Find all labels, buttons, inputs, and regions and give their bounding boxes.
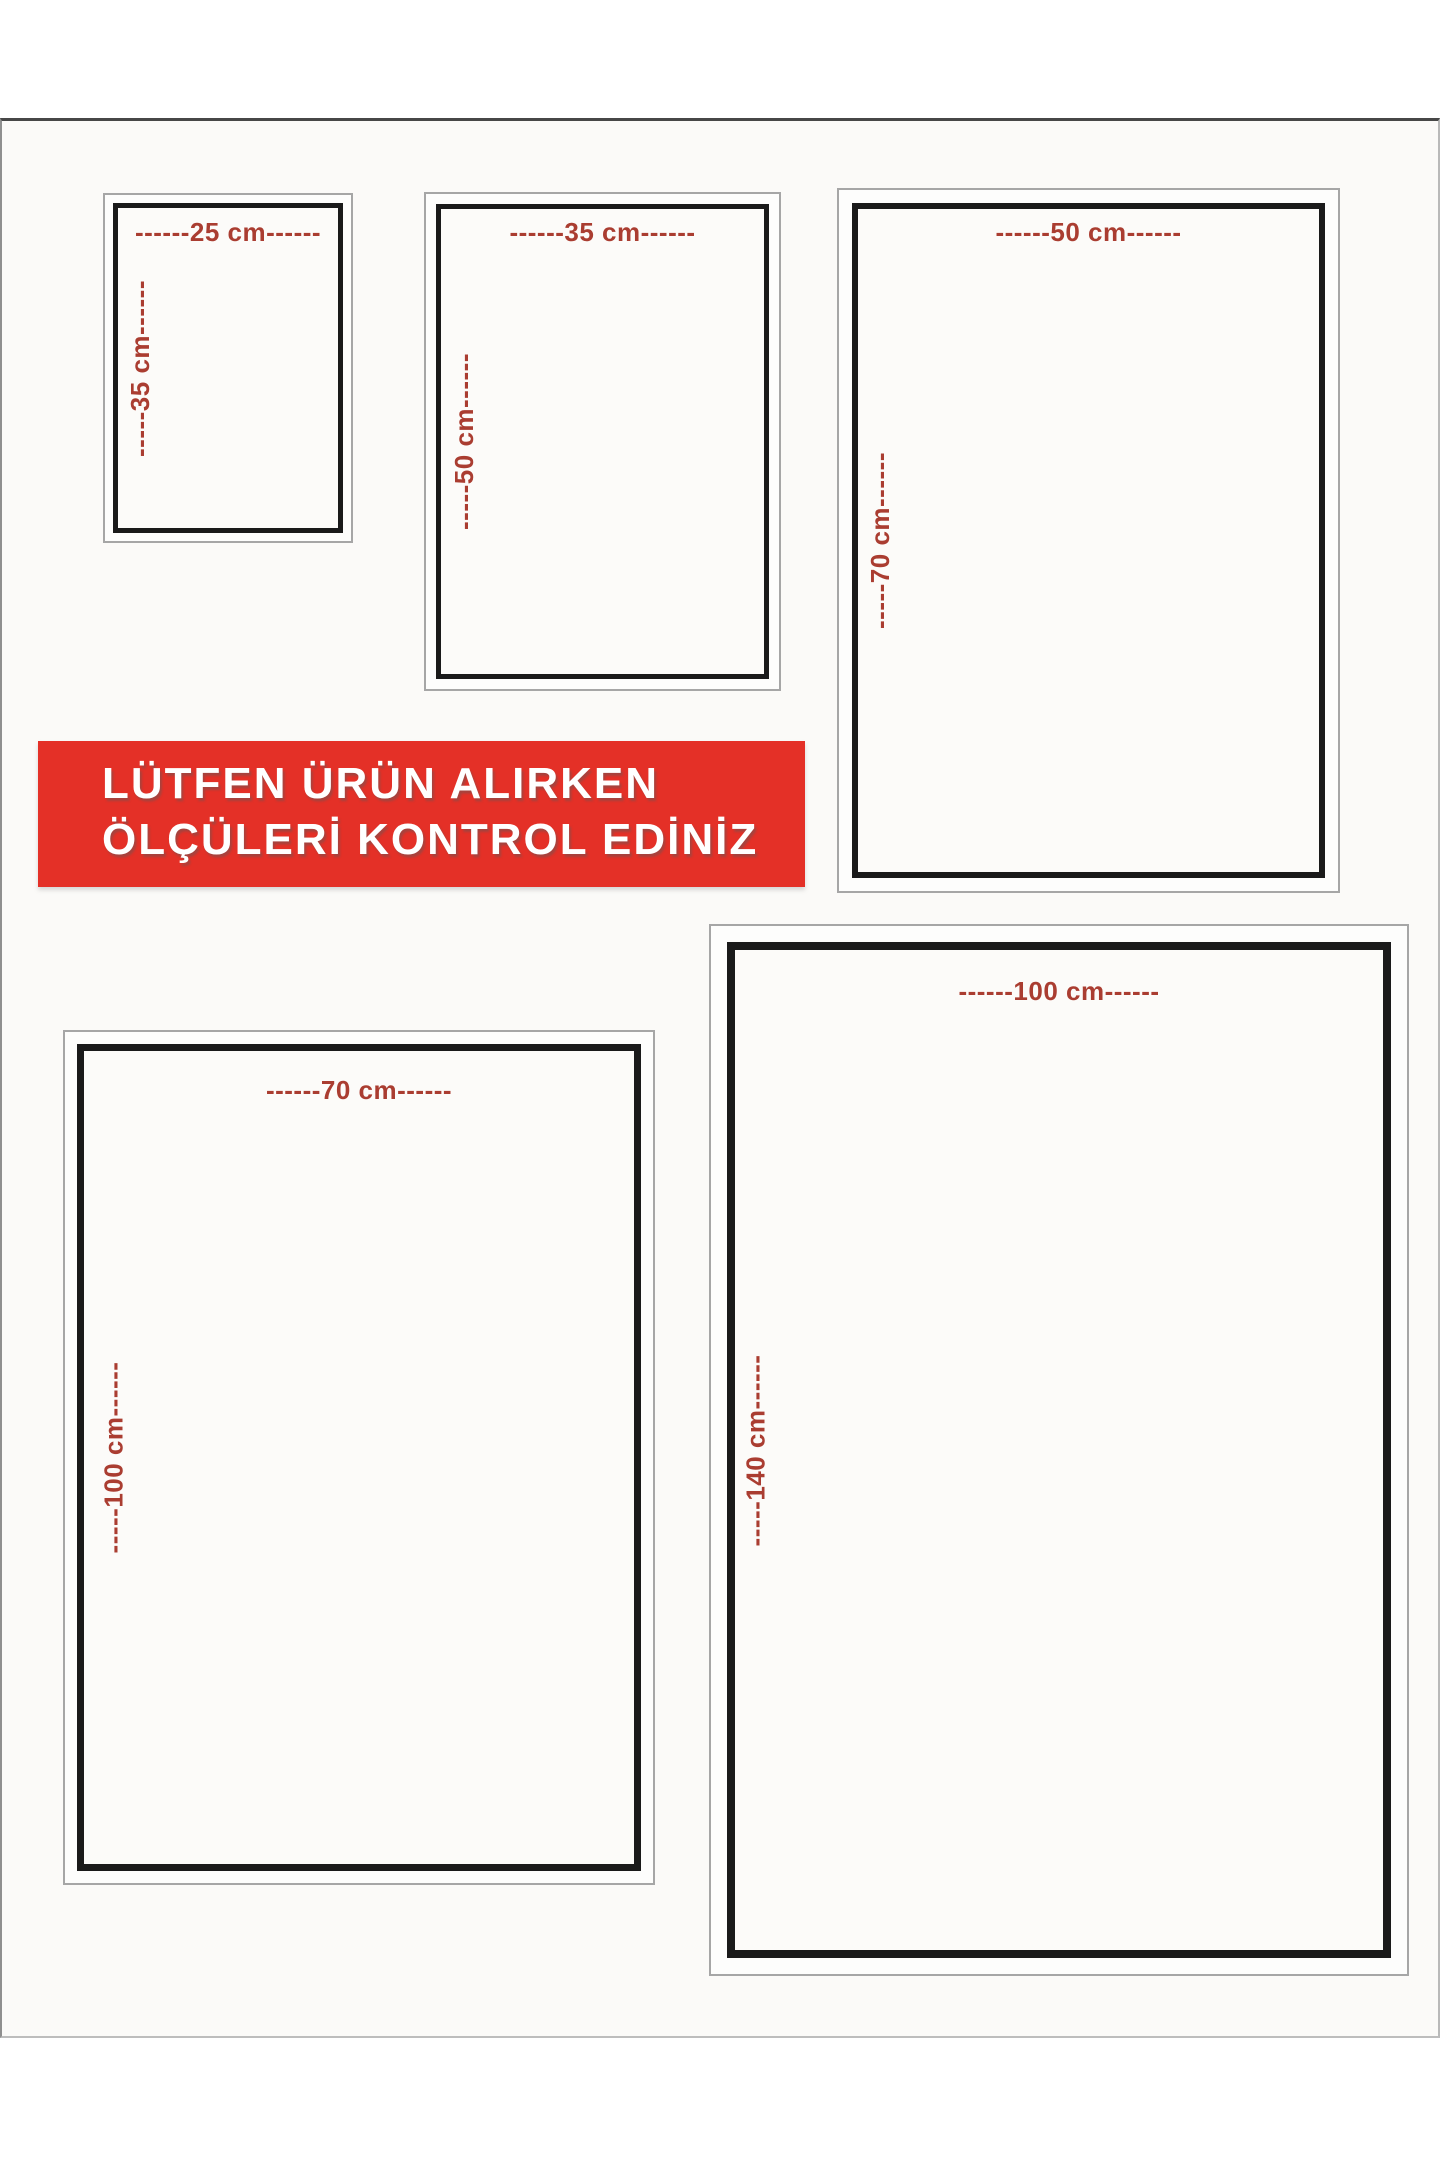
warning-banner-line1: LÜTFEN ÜRÜN ALIRKEN bbox=[102, 759, 659, 808]
height-dimension-label: -----50 cm------ bbox=[448, 353, 479, 530]
height-dimension-label: -----35 cm------ bbox=[124, 279, 155, 457]
size-box-25x35-inner-frame bbox=[113, 203, 343, 533]
warning-banner bbox=[38, 741, 805, 887]
size-box-70x100 bbox=[63, 1030, 655, 1885]
size-box-35x50 bbox=[424, 192, 781, 691]
warning-banner-line2: ÖLÇÜLERİ KONTROL EDİNİZ bbox=[102, 815, 759, 864]
height-dimension-label: -----100 cm------ bbox=[98, 1361, 129, 1554]
size-box-100x140-inner-frame bbox=[727, 942, 1391, 1958]
size-box-100x140 bbox=[709, 924, 1409, 1976]
size-box-35x50-inner-frame bbox=[436, 204, 769, 679]
size-box-70x100-inner-frame bbox=[77, 1044, 641, 1871]
height-dimension-label: -----70 cm------ bbox=[864, 452, 895, 629]
size-box-50x70 bbox=[837, 188, 1340, 893]
width-dimension-label: ------100 cm------ bbox=[958, 976, 1160, 1006]
width-dimension-label: ------50 cm------ bbox=[995, 217, 1182, 247]
width-dimension-label: ------70 cm------ bbox=[265, 1075, 453, 1105]
size-box-50x70-inner-frame bbox=[852, 203, 1325, 878]
width-dimension-label: ------35 cm------ bbox=[509, 217, 696, 247]
width-dimension-label: ------25 cm------ bbox=[134, 217, 322, 247]
height-dimension-label: -----140 cm------ bbox=[740, 1354, 771, 1546]
size-box-25x35 bbox=[103, 193, 353, 543]
